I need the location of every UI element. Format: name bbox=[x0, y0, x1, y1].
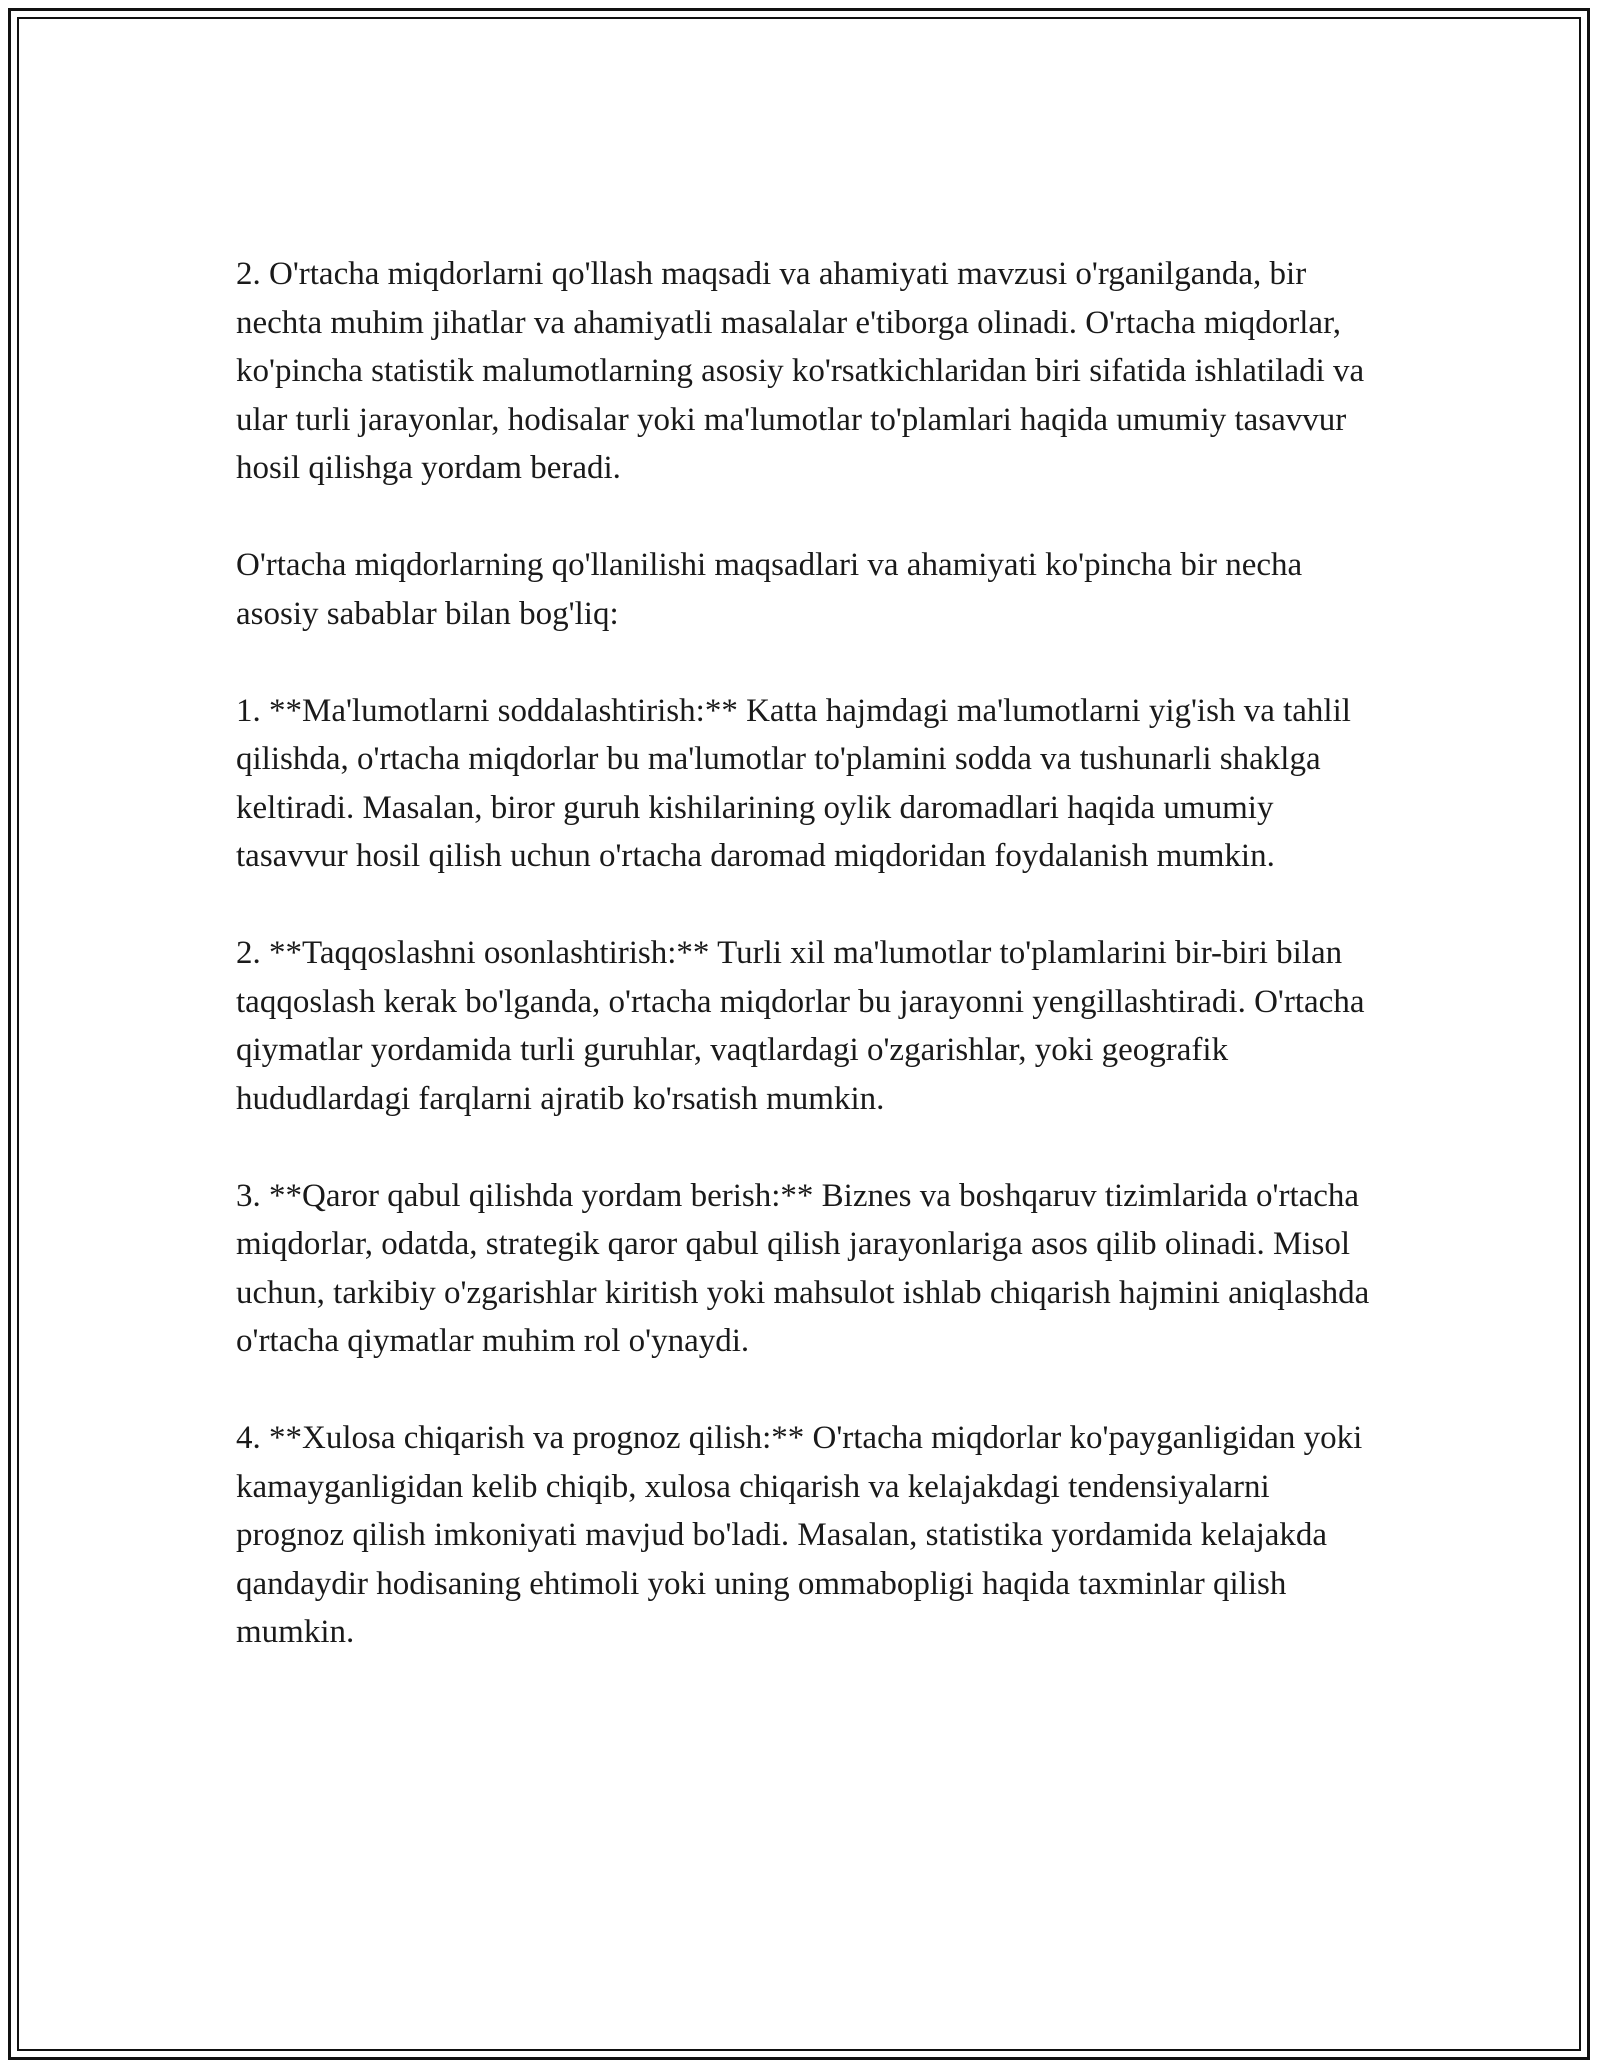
list-item-decision-making: 3. **Qaror qabul qilishda yordam berish:** Biznes va boshqaruv tizimlarida o'rtacha miqdorlar, odatda, strategik qaror qabul qilish jarayonlariga asos qilib olinadi. Misol uchun, tarkibiy o'zgarishlar kiritish yoki mahsulot ishlab chiqarish hajmini aniqlashda o'rtacha qiymatlar muhim rol o'ynaydi. bbox=[236, 1177, 1370, 1359]
lead-in-paragraph: O'rtacha miqdorlarning qo'llanilishi maqsadlari va ahamiyati ko'pincha bir necha asosiy sabablar bilan bog'liq: bbox=[236, 547, 1303, 632]
list-item-comparison: 2. **Taqqoslashni osonlashtirish:** Turli xil ma'lumotlar to'plamlarini bir-biri bilan taqqoslash kerak bo'lganda, o'rtacha miqdorlar bu jarayonni yengillashtiradi. O'rtacha qiymatlar yordamida turli guruhlar, vaqtlardagi o'zgarishlar, yoki geografik hududlardagi farqlarni ajratib ko'rsatish mumkin. bbox=[236, 935, 1365, 1117]
intro-paragraph: 2. O'rtacha miqdorlarni qo'llash maqsadi va ahamiyati mavzusi o'rganilganda, bir nechta muhim jihatlar va ahamiyatli masalalar e'tiborga olinadi. O'rtacha miqdorlar, ko'pincha statistik malumotlarning asosiy ko'rsatkichlaridan biri sifatida ishlatiladi va ular turli jarayonlar, hodisalar yoki ma'lumotlar to'plamlari haqida umumiy tasavvur hosil qilishga yordam beradi. bbox=[236, 256, 1365, 486]
list-item-forecasting: 4. **Xulosa chiqarish va prognoz qilish:** O'rtacha miqdorlar ko'payganligidan yoki kamayganligidan kelib chiqib, xulosa chiqarish va kelajakdagi tendensiyalarni prognoz qilish imkoniyati mavjud bo'ladi. Masalan, statistika yordamida kelajakda qandaydir hodisaning ehtimoli yoki uning ommabopligi haqida taxminlar qilish mumkin. bbox=[236, 1420, 1363, 1650]
document-body bbox=[236, 250, 1376, 1705]
list-item-simplification: 1. **Ma'lumotlarni soddalashtirish:** Katta hajmdagi ma'lumotlarni yig'ish va tahlil qilishda, o'rtacha miqdorlar bu ma'lumotlar to'plamini sodda va tushunarli shaklga keltiradi. Masalan, biror guruh kishilarining oylik daromadlari haqida umumiy tasavvur hosil qilish uchun o'rtacha daromad miqdoridan foydalanish mumkin. bbox=[236, 692, 1351, 874]
